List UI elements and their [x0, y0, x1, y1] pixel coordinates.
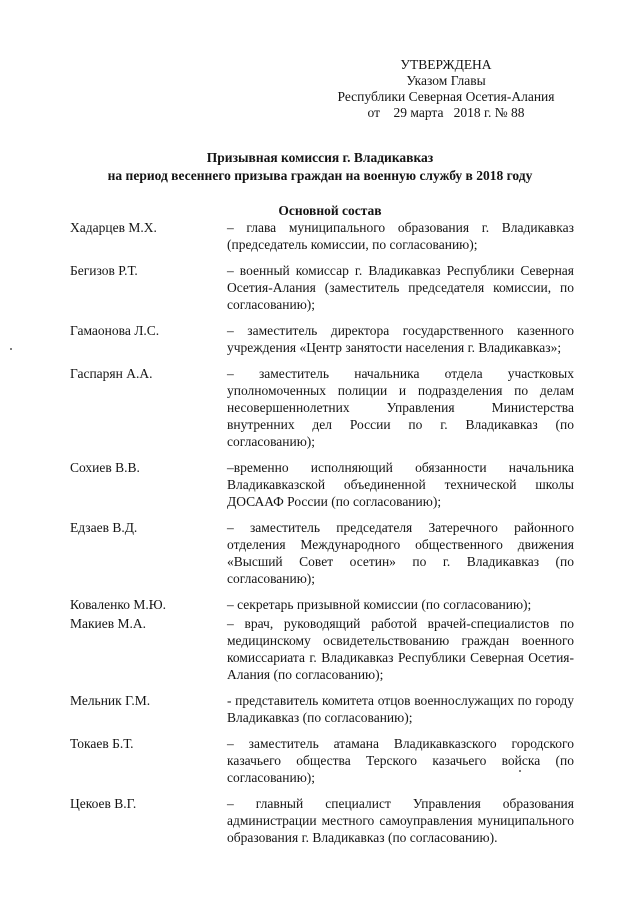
member-row — [70, 615, 580, 683]
member-row — [70, 219, 580, 253]
member-row — [70, 459, 580, 510]
member-row — [70, 795, 580, 846]
member-role: – секретарь призывной комиссии (по согласованию); — [227, 597, 532, 612]
approval-block — [326, 57, 566, 121]
member-name: Бегизов Р.Т. — [70, 263, 138, 278]
member-row — [70, 262, 580, 313]
member-name: Коваленко М.Ю. — [70, 597, 166, 612]
member-row — [70, 692, 580, 726]
member-row — [70, 322, 580, 356]
approval-date: от 29 марта 2018 г. № 88 — [367, 105, 525, 120]
member-row — [70, 735, 580, 786]
member-role: – врач, руководящий работой врачей-специалистов по медицинскому освидетельствованию граждан военного комиссариата г. Владикавказ Республики Северная Осетия-Алания (по согласованию); — [227, 616, 574, 682]
member-row — [70, 596, 580, 613]
member-name: Гаспарян А.А. — [70, 366, 153, 381]
member-role: – заместитель председателя Затеречного районного отделения Международного общественного движения «Высший Совет осетин» по г. Владикавказ (по согласованию); — [227, 520, 574, 586]
member-role: –временно исполняющий обязанности начальника Владикавказской объединенной технической школы ДОСААФ России (по согласованию); — [227, 460, 574, 509]
member-role: - представитель комитета отцов военнослужащих по городу Владикавказ (по согласованию); — [227, 693, 574, 725]
approval-republic: Республики Северная Осетия-Алания — [337, 89, 555, 104]
member-name: Хадарцев М.Х. — [70, 220, 157, 235]
section-title: Основной состав — [278, 203, 382, 218]
member-role: – военный комиссар г. Владикавказ Республики Северная Осетия-Алания (заместитель председателя комиссии, по согласованию); — [227, 263, 574, 312]
document-title: Призывная комиссия г. Владикавказ — [206, 150, 434, 165]
member-role: – главный специалист Управления образования администрации местного самоуправления муниципального образования г. Владикавказ (по согласованию). — [227, 796, 574, 845]
member-role: – заместитель атамана Владикавказского городского казачьего общества Терского казачьего войска (по согласованию); — [227, 736, 574, 785]
document-subtitle: на период весеннего призыва граждан на военную службу в 2018 году — [107, 168, 533, 183]
members-list — [70, 219, 580, 848]
member-name: Сохиев В.В. — [70, 460, 140, 475]
member-role: – заместитель начальника отдела участковых уполномоченных полиции и подразделения по делам несовершеннолетних Управления Министерства внутренних дел России по г. Владикавказ (по согласованию); — [227, 366, 574, 449]
member-row — [70, 519, 580, 587]
member-role: – заместитель директора государственного казенного учреждения «Центр занятости населения г. Владикавказ»; — [227, 323, 574, 355]
scan-speck — [10, 348, 12, 350]
member-name: Токаев Б.Т. — [70, 736, 134, 751]
member-row — [70, 365, 580, 450]
member-name: Едзаев В.Д. — [70, 520, 138, 535]
approval-status: УТВЕРЖДЕНА — [400, 57, 492, 72]
member-role: – глава муниципального образования г. Владикавказ (председатель комиссии, по согласованию); — [227, 220, 574, 252]
member-name: Цекоев В.Г. — [70, 796, 137, 811]
member-name: Гамаонова Л.С. — [70, 323, 160, 338]
scan-speck — [519, 770, 521, 772]
member-name: Мельник Г.М. — [70, 693, 151, 708]
approval-decree: Указом Главы — [406, 73, 486, 88]
member-name: Макиев М.А. — [70, 616, 147, 631]
